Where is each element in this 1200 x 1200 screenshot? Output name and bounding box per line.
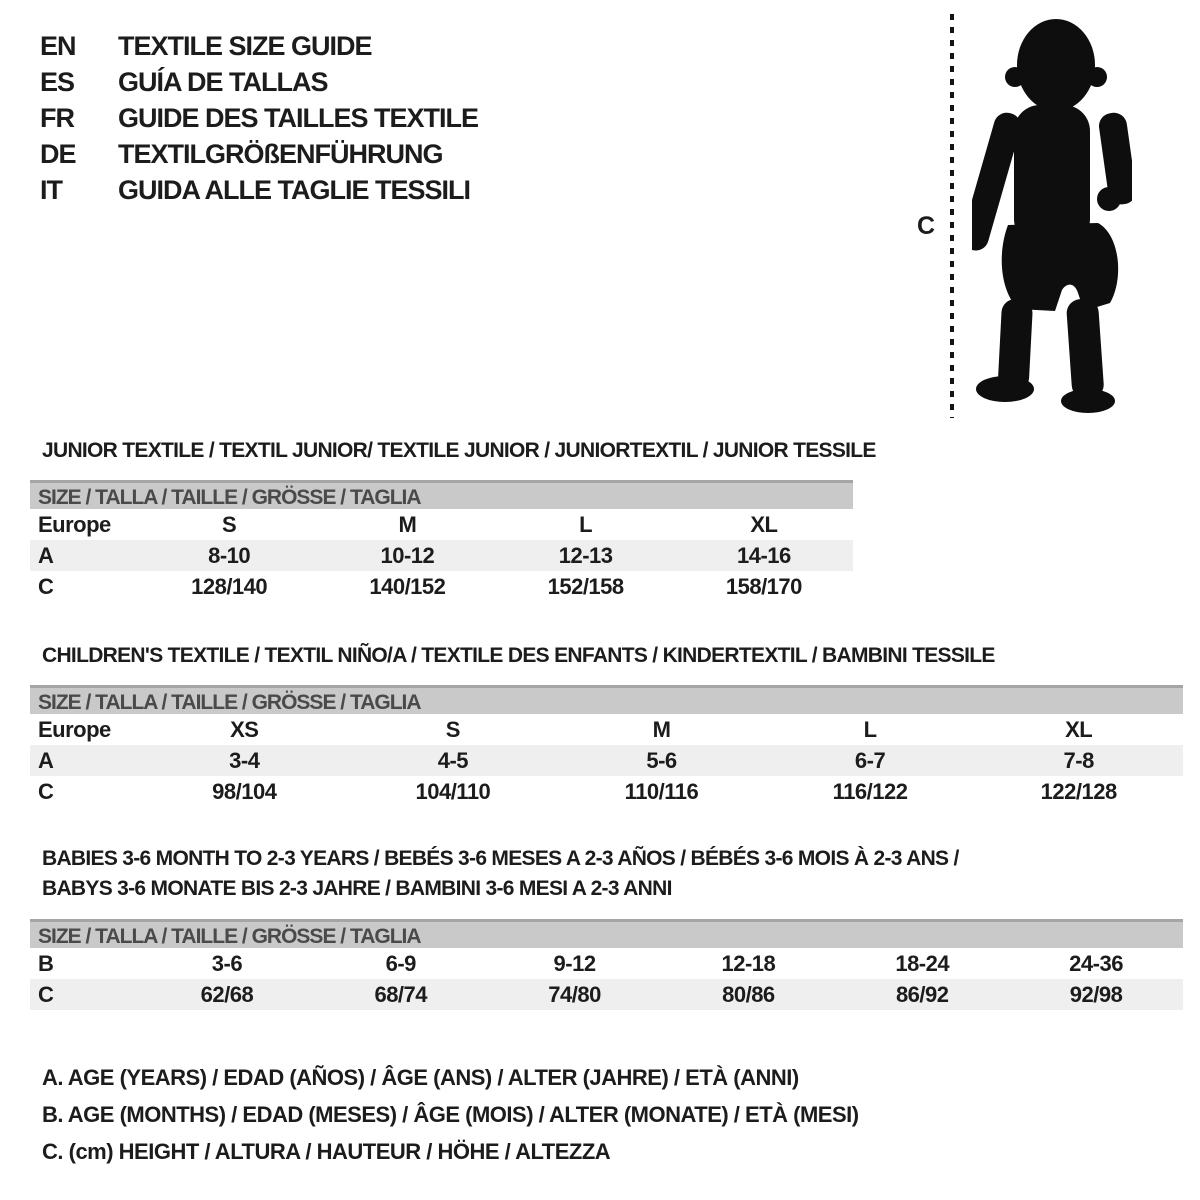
size-cell: 152/158 — [547, 573, 624, 599]
size-cell: 116/122 — [832, 778, 908, 804]
table-row — [30, 776, 1183, 807]
size-cell: 7-8 — [1063, 747, 1094, 773]
section-heading — [42, 844, 1183, 904]
table-row — [30, 540, 853, 571]
row-label: C — [38, 573, 54, 599]
table-row — [30, 948, 1183, 979]
section-heading — [42, 643, 1183, 669]
size-table — [30, 948, 1183, 1010]
language-row — [40, 69, 478, 95]
language-code: FR — [40, 103, 74, 133]
size-cell: XL — [750, 511, 778, 537]
size-table — [30, 509, 853, 602]
size-cell: 62/68 — [200, 981, 254, 1007]
language-code: ES — [40, 67, 75, 97]
size-section — [30, 438, 1183, 602]
row-label: C — [38, 778, 54, 804]
height-measure-label: C — [917, 212, 936, 240]
size-header-bar: SIZE / TALLA / TAILLE / GRÖSSE / TAGLIA — [30, 685, 1183, 714]
row-label: Europe — [38, 511, 111, 537]
size-cell: 12-13 — [558, 542, 613, 568]
size-cell: S — [222, 511, 237, 537]
size-cell: 6-7 — [854, 747, 886, 773]
language-row — [40, 177, 478, 203]
size-section — [30, 844, 1183, 1010]
toddler-silhouette — [972, 13, 1132, 413]
row-label: Europe — [38, 716, 111, 742]
size-cell: 140/152 — [369, 573, 446, 599]
section-heading-line: CHILDREN'S TEXTILE / TEXTIL NIÑO/A / TEXTILE DES ENFANTS / KINDERTEXTIL / BAMBINI TESSILE — [42, 644, 995, 667]
size-cell: 68/74 — [374, 981, 428, 1007]
language-row — [40, 105, 478, 131]
size-section — [30, 643, 1183, 807]
language-code: IT — [40, 175, 62, 205]
size-cell: 9-12 — [553, 950, 596, 976]
row-label: C — [38, 981, 54, 1007]
language-title: GUÍA DE TALLAS — [118, 67, 328, 97]
size-header-bar: SIZE / TALLA / TAILLE / GRÖSSE / TAGLIA — [30, 480, 853, 509]
height-figure — [905, 0, 1200, 440]
section-heading-line: JUNIOR TEXTILE / TEXTIL JUNIOR/ TEXTILE JUNIOR / JUNIORTEXTIL / JUNIOR TESSILE — [42, 439, 876, 462]
size-cell: S — [445, 716, 460, 742]
size-cell: 98/104 — [212, 778, 277, 804]
size-cell: M — [652, 716, 671, 742]
language-title: TEXTILE SIZE GUIDE — [118, 31, 372, 61]
sections — [30, 438, 1183, 1170]
note-line: A. AGE (YEARS) / EDAD (AÑOS) / ÂGE (ANS) / ALTER (JAHRE) / ETÀ (ANNI) — [42, 1065, 799, 1090]
language-row — [40, 33, 478, 59]
language-title: GUIDE DES TAILLES TEXTILE — [118, 103, 479, 133]
section-heading — [42, 438, 1183, 464]
size-cell: 128/140 — [191, 573, 268, 599]
size-cell: 80/86 — [722, 981, 775, 1007]
section-heading-line: BABIES 3-6 MONTH TO 2-3 YEARS / BEBÉS 3-6 MESES A 2-3 AÑOS / BÉBÉS 3-6 MOIS À 2-3 ANS / — [42, 847, 959, 870]
size-cell: 3-6 — [211, 950, 243, 976]
size-cell: 6-9 — [385, 950, 416, 976]
size-cell: 104/110 — [415, 778, 491, 804]
row-label: A — [38, 542, 54, 568]
table-row — [30, 509, 853, 540]
note-line: B. AGE (MONTHS) / EDAD (MESES) / ÂGE (MOIS) / ALTER (MONATE) / ETÀ (MESI) — [42, 1102, 859, 1127]
table-row — [30, 979, 1183, 1010]
size-cell: 3-4 — [229, 747, 260, 773]
table-row — [30, 571, 853, 602]
size-header-bar: SIZE / TALLA / TAILLE / GRÖSSE / TAGLIA — [30, 919, 1183, 948]
size-cell: 4-5 — [437, 747, 469, 773]
notes-list — [42, 1059, 1183, 1170]
size-cell: 10-12 — [380, 542, 435, 568]
height-dashed-line — [949, 14, 955, 418]
row-label: B — [38, 950, 54, 976]
size-cell: L — [579, 511, 593, 537]
size-cell: 86/92 — [895, 981, 949, 1007]
size-cell: XL — [1065, 716, 1093, 742]
size-cell: M — [398, 511, 417, 537]
note-line: C. (cm) HEIGHT / ALTURA / HAUTEUR / HÖHE / ALTEZZA — [42, 1139, 611, 1164]
language-title: TEXTILGRÖßENFÜHRUNG — [118, 139, 443, 169]
language-list — [40, 33, 478, 213]
language-code: EN — [40, 31, 76, 61]
size-cell: 8-10 — [208, 542, 251, 568]
size-cell: 18-24 — [895, 950, 950, 976]
size-cell: 158/170 — [725, 573, 802, 599]
row-label: A — [38, 747, 54, 773]
size-cell: 5-6 — [646, 747, 677, 773]
size-cell: L — [863, 716, 877, 742]
language-row — [40, 141, 478, 167]
size-cell: 122/128 — [1040, 778, 1117, 804]
table-row — [30, 745, 1183, 776]
size-table — [30, 714, 1183, 807]
size-cell: 92/98 — [1069, 981, 1123, 1007]
size-cell: 24-36 — [1069, 950, 1123, 976]
size-cell: 74/80 — [548, 981, 601, 1007]
size-cell: XS — [230, 716, 259, 742]
section-heading-line: BABYS 3-6 MONATE BIS 2-3 JAHRE / BAMBINI 3-6 MESI A 2-3 ANNI — [42, 877, 672, 900]
size-cell: 14-16 — [736, 542, 791, 568]
size-cell: 12-18 — [721, 950, 776, 976]
size-cell: 110/116 — [624, 778, 699, 804]
table-row — [30, 714, 1183, 745]
language-title: GUIDA ALLE TAGLIE TESSILI — [118, 175, 470, 205]
language-code: DE — [40, 139, 76, 169]
